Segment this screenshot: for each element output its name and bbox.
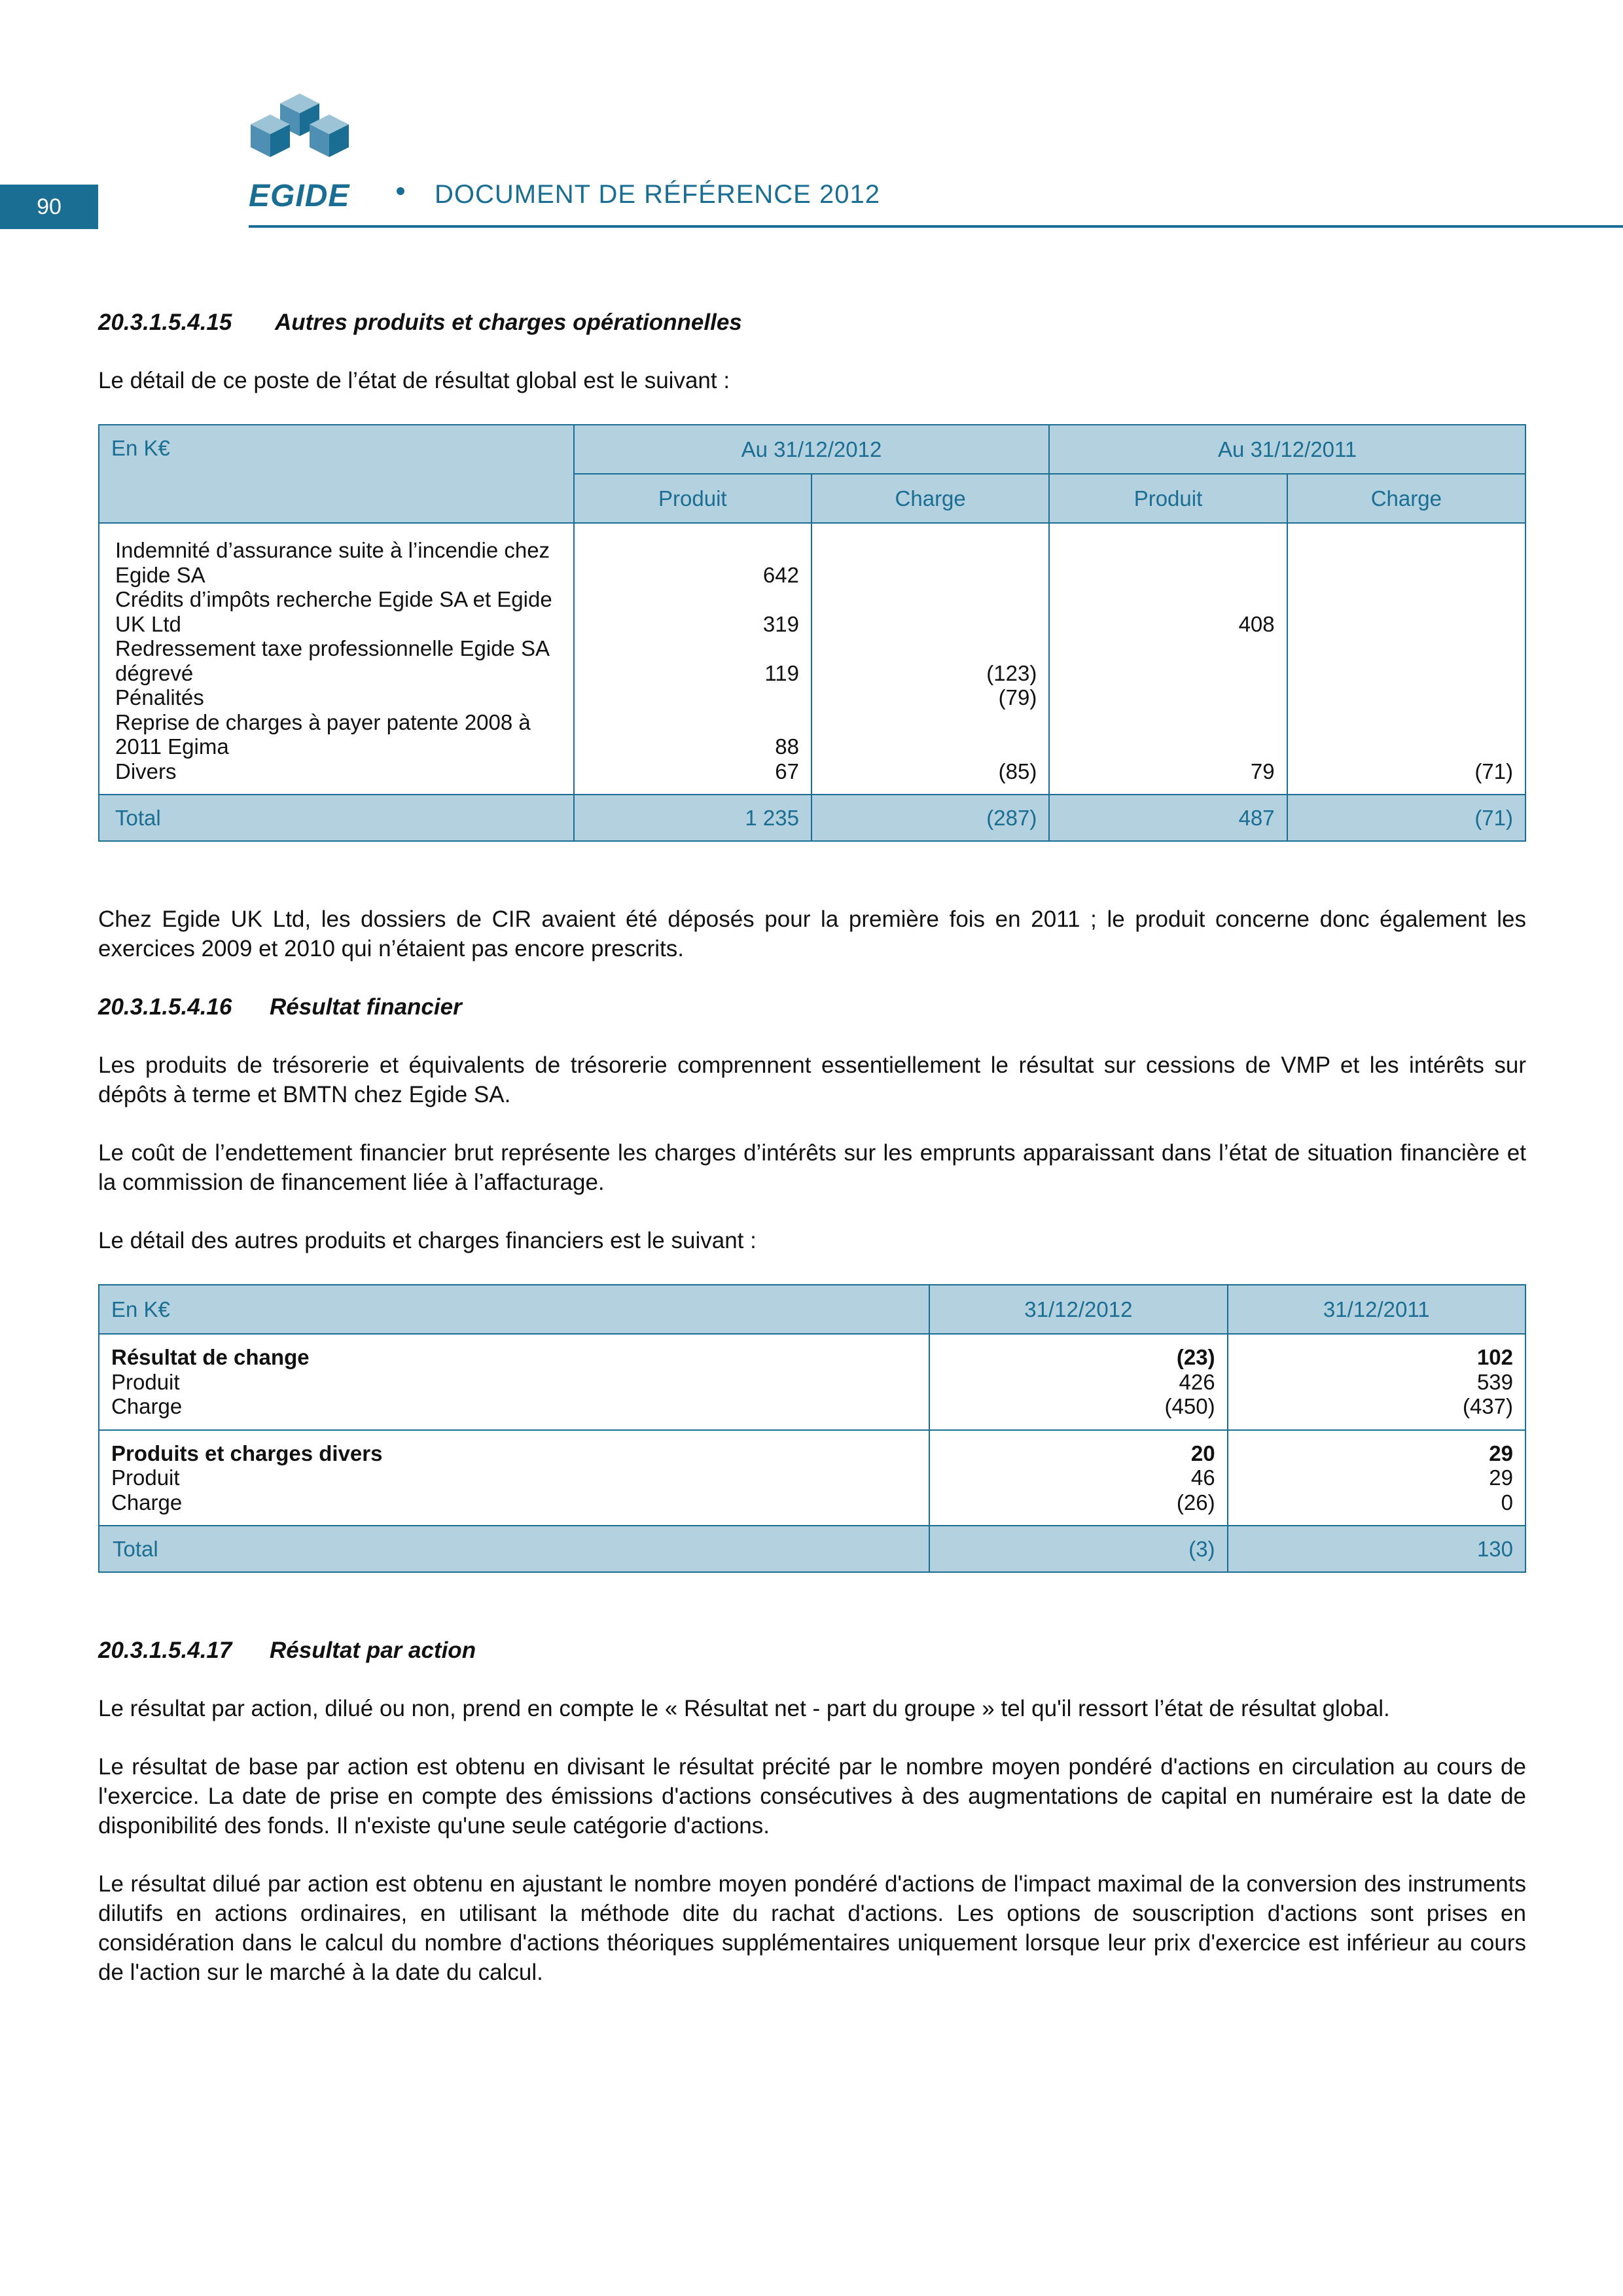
label-line: 2011 Egima xyxy=(115,734,229,759)
value-line: 67 xyxy=(775,759,799,783)
brand-wordmark: EGIDE xyxy=(249,179,350,213)
unit-header: En K€ xyxy=(99,425,574,523)
value-line: 119 xyxy=(764,660,799,685)
value-line xyxy=(1061,587,1274,612)
value-line xyxy=(1300,685,1513,710)
group-label-cell xyxy=(99,1334,929,1430)
value-line xyxy=(824,538,1037,563)
value-line: 539 xyxy=(1476,1369,1513,1394)
value-line: 46 xyxy=(1190,1465,1215,1490)
value-line: 79 xyxy=(1250,759,1275,783)
section-intro: Le détail des autres produits et charges financiers est le suivant : xyxy=(98,1228,757,1253)
section-heading xyxy=(98,308,1526,337)
value-line xyxy=(824,710,1037,735)
total-label: Total xyxy=(99,1526,929,1572)
header-rule xyxy=(249,225,1623,228)
value-line: (79) xyxy=(998,685,1037,709)
paragraph: Le résultat de base par action est obtenu en divisant le résultat précité par le nombre moyen pondéré d'actions en circulation au cours de l'exercice. La date de prise en compte des émissions d'actions consécutives à des augmentations de capital en numéraire est la date de disponibilité des fonds. Il n'existe qu'une seule catégorie d'actions. xyxy=(98,1754,1526,1839)
values-2011-cell xyxy=(1228,1430,1525,1526)
value-line xyxy=(824,563,1037,588)
label-line: Reprise de charges à payer patente 2008 à xyxy=(115,709,531,734)
values-2011-cell xyxy=(1228,1334,1525,1430)
label-line: Indemnité d’assurance suite à l’incendie chez xyxy=(115,538,550,562)
value-line: (23) xyxy=(1176,1345,1215,1369)
total-charge-2012: (287) xyxy=(812,795,1049,841)
col-2011-header: 31/12/2011 xyxy=(1228,1285,1525,1334)
charge-2012-header: Charge xyxy=(812,474,1049,523)
value-line xyxy=(1061,563,1274,588)
charge-2011-cell xyxy=(1287,523,1525,795)
produit-2011-cell xyxy=(1049,523,1287,795)
group-label-cell xyxy=(99,1430,929,1526)
value-line: 29 xyxy=(1489,1441,1513,1465)
labels-cell xyxy=(99,523,574,795)
table-row xyxy=(99,1334,1525,1430)
value-line: (26) xyxy=(1176,1490,1215,1515)
value-line xyxy=(586,538,799,563)
values-2012-cell xyxy=(929,1334,1227,1430)
total-produit-2012: 1 235 xyxy=(574,795,812,841)
section-heading xyxy=(98,992,1526,1022)
values-2012-cell xyxy=(929,1430,1227,1526)
value-line xyxy=(1300,734,1513,759)
value-line xyxy=(1300,587,1513,612)
section-number: 20.3.1.5.4.16 xyxy=(98,994,232,1020)
label-line: Egide SA xyxy=(115,562,205,587)
col-2012-header: 31/12/2012 xyxy=(929,1285,1227,1334)
value-line xyxy=(1300,612,1513,637)
row-label: Charge xyxy=(111,1490,183,1515)
produit-2012-header: Produit xyxy=(574,474,812,523)
value-line: 102 xyxy=(1476,1345,1513,1369)
table-row xyxy=(99,1430,1525,1526)
total-charge-2011: (71) xyxy=(1287,795,1525,841)
value-line xyxy=(1061,734,1274,759)
row-label: Charge xyxy=(111,1394,183,1418)
egide-logo-icon xyxy=(247,84,365,169)
value-line: (450) xyxy=(1164,1394,1215,1418)
row-label: Produit xyxy=(111,1369,180,1394)
value-line xyxy=(1061,538,1274,563)
value-line xyxy=(824,636,1037,661)
value-line: 20 xyxy=(1190,1441,1215,1465)
value-line xyxy=(1300,563,1513,588)
page-content xyxy=(98,308,1526,2016)
document-title: DOCUMENT DE RÉFÉRENCE 2012 xyxy=(435,180,880,209)
financial-table xyxy=(98,1284,1526,1573)
value-line xyxy=(1300,710,1513,735)
value-line: 88 xyxy=(775,734,799,759)
page-number: 90 xyxy=(0,185,98,229)
charge-2012-cell xyxy=(812,523,1049,795)
total-row xyxy=(99,1526,1525,1572)
value-line: (123) xyxy=(986,660,1037,685)
value-line: 642 xyxy=(762,562,799,587)
total-2011: 130 xyxy=(1228,1526,1525,1572)
section-number: 20.3.1.5.4.15 xyxy=(98,310,232,335)
value-line xyxy=(586,685,799,710)
value-line: 408 xyxy=(1238,611,1275,636)
label-line: Crédits d’impôts recherche Egide SA et Egide xyxy=(115,587,552,611)
total-row xyxy=(99,795,1525,841)
value-line: (71) xyxy=(1474,759,1513,783)
section-number: 20.3.1.5.4.17 xyxy=(98,1638,232,1663)
paragraph: Les produits de trésorerie et équivalents de trésorerie comprennent essentiellement le résultat sur cessions de VMP et les intérêts sur dépôts à terme et BMTN chez Egide SA. xyxy=(98,1052,1526,1107)
paragraph: Le résultat par action, dilué ou non, prend en compte le « Résultat net - part du groupe » tel qu'il ressort l’état de résultat global. xyxy=(98,1696,1390,1721)
value-line xyxy=(1061,685,1274,710)
total-produit-2011: 487 xyxy=(1049,795,1287,841)
value-line: 0 xyxy=(1501,1490,1513,1515)
value-line xyxy=(586,710,799,735)
label-line: UK Ltd xyxy=(115,611,181,636)
value-line xyxy=(1061,661,1274,686)
value-line xyxy=(1061,710,1274,735)
section-title: Résultat financier xyxy=(270,994,462,1020)
charge-2011-header: Charge xyxy=(1287,474,1525,523)
value-line xyxy=(586,636,799,661)
value-line: 29 xyxy=(1489,1465,1513,1490)
value-line: (437) xyxy=(1462,1394,1513,1418)
total-2012: (3) xyxy=(929,1526,1227,1572)
period-2012-header: Au 31/12/2012 xyxy=(574,425,1050,474)
value-line: (85) xyxy=(998,759,1037,783)
period-2011-header: Au 31/12/2011 xyxy=(1049,425,1525,474)
value-line xyxy=(1061,636,1274,661)
value-line xyxy=(1300,636,1513,661)
row-label: Produit xyxy=(111,1465,180,1490)
value-line xyxy=(1300,538,1513,563)
value-line xyxy=(824,587,1037,612)
operational-table xyxy=(98,424,1526,842)
label-line: Pénalités xyxy=(115,685,204,709)
section-title: Autres produits et charges opérationnelles xyxy=(275,310,742,335)
value-line xyxy=(586,587,799,612)
group-title: Résultat de change xyxy=(111,1345,310,1369)
section-heading xyxy=(98,1636,1526,1665)
label-line: dégrevé xyxy=(115,660,194,685)
value-line: 426 xyxy=(1179,1369,1215,1394)
total-label: Total xyxy=(99,795,574,841)
label-line: Divers xyxy=(115,759,177,783)
produit-2012-cell xyxy=(574,523,812,795)
value-line xyxy=(1300,661,1513,686)
value-line xyxy=(824,734,1037,759)
label-line: Redressement taxe professionnelle Egide SA xyxy=(115,636,550,660)
unit-header: En K€ xyxy=(99,1285,929,1334)
produit-2011-header: Produit xyxy=(1049,474,1287,523)
paragraph: Le coût de l’endettement financier brut représente les charges d’intérêts sur les emprunts apparaissant dans l’état de situation financière et la commission de financement liée à l’affacturage. xyxy=(98,1140,1526,1195)
header-bullet xyxy=(397,187,404,195)
group-title: Produits et charges divers xyxy=(111,1441,383,1465)
value-line: 319 xyxy=(762,611,799,636)
value-line xyxy=(824,612,1037,637)
cir-note: Chez Egide UK Ltd, les dossiers de CIR avaient été déposés pour la première fois en 2011 ; le produit concerne donc également les exercices 2009 et 2010 qui n’étaient pas encore prescrits. xyxy=(98,906,1526,961)
section-title: Résultat par action xyxy=(270,1638,476,1663)
paragraph: Le résultat dilué par action est obtenu en ajustant le nombre moyen pondéré d'actions de l'impact maximal de la conversion des instruments dilutifs en actions ordinaires, en utilisant la méthode dite du rachat d'actions. Les options de souscription d'actions sont prises en considération dans le calcul du nombre d'actions théoriques supplémentaires uniquement lorsque leur prix d'exercice est inférieur au cours de l'action sur le marché à la date du calcul. xyxy=(98,1871,1526,1985)
section-intro: Le détail de ce poste de l’état de résultat global est le suivant : xyxy=(98,368,730,393)
